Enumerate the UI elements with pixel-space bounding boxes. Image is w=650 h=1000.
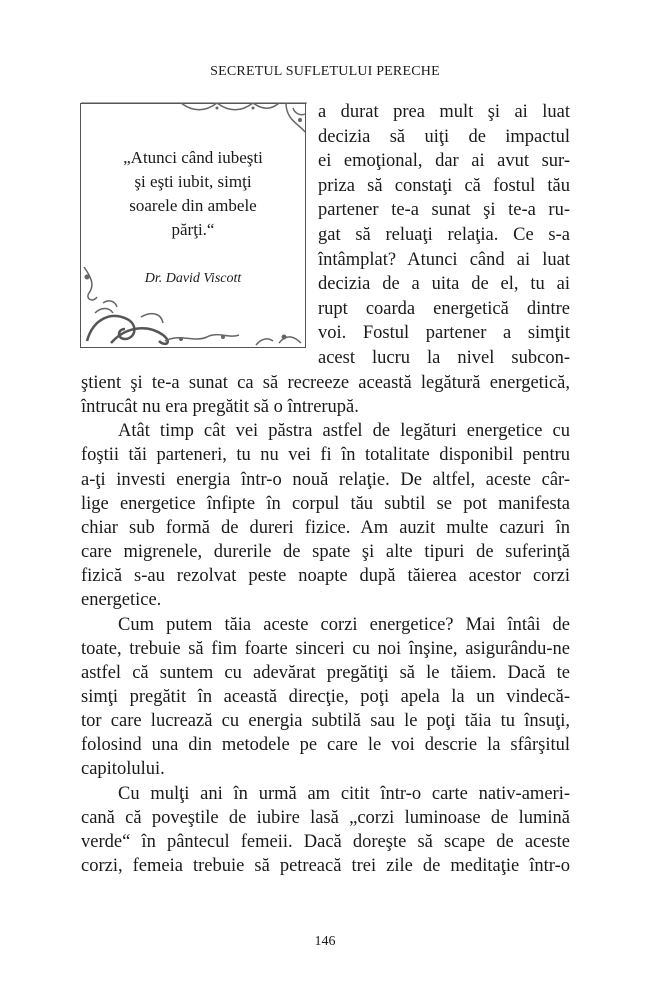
text-line: priza să constaţi că fostul tău (318, 175, 570, 196)
page-number: 146 (314, 934, 336, 949)
text-line: fizică s-au rezolvat peste noapte după tăierea acestor corzi (81, 566, 570, 587)
quote-box (80, 103, 306, 348)
text-line: partener te-a sunat şi te-a ru- (318, 200, 570, 221)
quote-line: şi eşti iubit, simţi (134, 172, 252, 191)
text-line: foştii tăi parteneri, tu nu vei fi în totalitate disponibil pentru (81, 445, 570, 466)
text-line: voi. Fostul partener a simţit (318, 323, 570, 344)
text-line: capitolului. (81, 759, 165, 780)
running-header: SECRETUL SUFLETULUI PERECHE (210, 64, 440, 79)
paragraph-first-line: Atât timp cât vei păstra astfel de legături energetice cu (118, 421, 570, 442)
quote-author: Dr. David Viscott (144, 271, 242, 286)
paragraph-first-line: Cum putem tăia aceste corzi energetice? Mai întâi de (118, 614, 570, 635)
text-line: rupt coarda energetică dintre (318, 298, 570, 319)
text-line: care migrenele, durerile de spate şi alte tipuri de suferinţă (81, 542, 570, 563)
ornament-top-icon (81, 102, 307, 152)
text-line: acest lucru la nivel subcon- (318, 348, 570, 368)
text-line: decizia de a uita de el, tu ai (318, 274, 570, 295)
text-line: simţi pregătit în această direcţie, poţi apela la un vindecă- (81, 686, 570, 707)
text-line: gat să reluaţi relaţia. Ce s-a (318, 225, 570, 245)
text-line: lige energetice înfipte în corpul tău subtil se pot manifesta (81, 493, 570, 514)
text-line: folosind una din metodele pe care le voi descrie la sfârşitul (81, 735, 570, 756)
text-line: a durat prea mult şi ai luat (318, 102, 570, 122)
quote-line: „Atunci când iubeşti (123, 148, 263, 167)
text-line: cană că poveştile de iubire lasă „corzi luminoase de lumină (81, 807, 570, 828)
text-line: tor care lucrează cu energia subtilă sau le poţi tăia tu însuţi, (81, 711, 570, 732)
text-line: energetice. (81, 590, 162, 611)
quote-line: soarele din ambele (129, 196, 257, 215)
text-line: toate, trebuie să fim foarte sinceri cu noi înşine, asigurându-ne (81, 638, 570, 659)
ornament-bottom-icon (81, 267, 307, 347)
text-line: decizia să uiţi de impactul (318, 126, 570, 147)
quote-line: părţi.“ (171, 220, 215, 239)
text-line: ei emoţional, dar ai avut sur- (318, 151, 570, 172)
text-line: verde“ în pântecul femeii. Dacă doreşte să scape de aceste (81, 831, 570, 852)
text-line: astfel că suntem cu adevărat pregătiţi să le tăiem. Dacă te (81, 662, 570, 683)
text-line: a-ţi investi energia într-o nouă relaţie. De altfel, aceste câr- (81, 469, 570, 490)
text-line: ştient şi te-a sunat ca să recreeze această legătură energetică, (81, 373, 570, 393)
text-line: corzi, femeia trebuie să petreacă trei zile de meditaţie într-o (81, 856, 570, 876)
quote-text (81, 146, 305, 242)
text-line: întâmplat? Atunci când ai luat (318, 249, 570, 270)
text-line: chiar sub formă de dureri fizice. Am auzit multe cazuri în (81, 517, 570, 538)
paragraph-first-line: Cu mulţi ani în urmă am citit într-o carte nativ-ameri- (118, 783, 570, 804)
text-line: întrucât nu era pregătit să o întrerupă. (81, 397, 359, 418)
